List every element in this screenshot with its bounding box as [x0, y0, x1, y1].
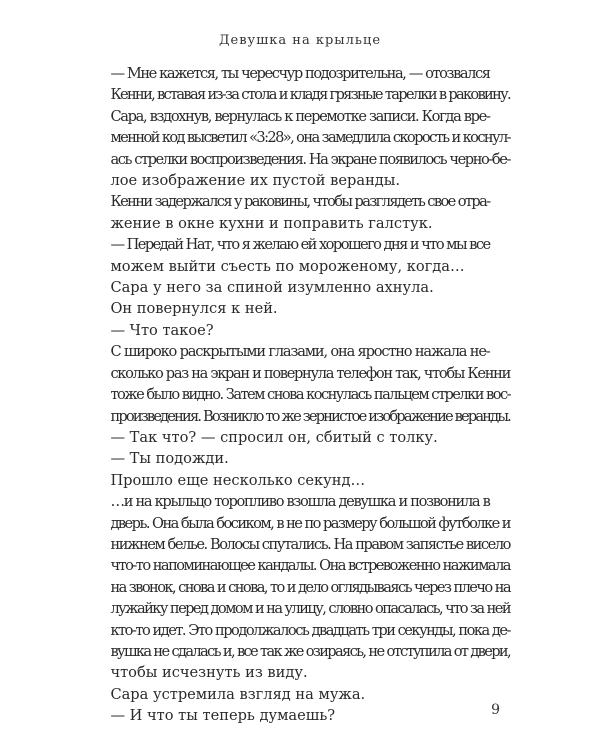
paragraph	[90, 234, 510, 277]
paragraph	[90, 63, 510, 106]
text-line: тоже было видно. Затем снова коснулась пальцем стрелки вос-	[110, 386, 510, 404]
text-line: Он повернулся к ней.	[110, 300, 278, 318]
text-line: вушка не сдалась и, все так же озираясь, не отступила от двери,	[110, 642, 510, 660]
paragraph	[90, 448, 510, 469]
paragraph	[90, 298, 510, 319]
paragraph	[90, 277, 510, 298]
text-line: жение в окне кухни и поправить галстук.	[110, 214, 433, 232]
text-line: — И что ты теперь думаешь?	[110, 707, 336, 725]
text-line: чтобы исчезнуть из виду.	[110, 664, 308, 682]
text-line: сколько раз на экран и повернула телефон так, чтобы Кенни	[110, 364, 510, 382]
text-line: ась стрелки воспроизведения. На экране появилось черно-бе-	[110, 150, 510, 168]
text-line: лужайку перед домом и на улицу, словно опасалась, что за ней	[110, 600, 510, 618]
text-line: на звонок, снова и снова, то и дело оглядываясь через плечо на	[110, 578, 511, 596]
text-line: …и на крыльцо торопливо взошла девушка и позвонила в	[110, 493, 490, 511]
paragraph	[90, 705, 510, 726]
text-line: что-то напоминающее кандалы. Она встревоженно нажимала	[110, 557, 510, 575]
text-line: кто-то идет. Это продолжалось двадцать три секунды, пока де-	[110, 621, 510, 639]
body-text	[90, 63, 510, 727]
text-line: нижнем белье. Волосы спутались. На правом запястье висело	[110, 535, 510, 553]
paragraph	[90, 341, 510, 427]
text-line: С широко раскрытыми глазами, она яростно нажала не-	[110, 343, 490, 361]
text-line: Прошло еще несколько секунд…	[110, 471, 366, 489]
paragraph	[90, 427, 510, 448]
text-line: — Ты подожди.	[110, 450, 229, 468]
text-line: — Передай Нат, что я желаю ей хорошего дня и что мы все	[110, 236, 490, 254]
text-line: — Мне кажется, ты чересчур подозрительна, — отозвался	[110, 65, 490, 82]
text-line: Сара у него за спиной изумленно ахнула.	[110, 279, 434, 297]
text-line: Кенни задержался у раковины, чтобы разглядеть свое отра-	[110, 193, 490, 211]
text-line: дверь. Она была босиком, в не по размеру большой футболке и	[110, 514, 510, 532]
text-line: — Что такое?	[110, 321, 214, 339]
paragraph	[90, 684, 510, 705]
text-line: менной код высветил «3:28», она замедлила скорость и коснул-	[110, 129, 510, 147]
text-line: произведения. Возникло то же зернистое изображение веранды.	[110, 407, 510, 425]
page-number: 9	[491, 702, 500, 718]
text-line: Сара, вздохнув, вернулась к перемотке записи. Когда вре-	[110, 107, 490, 125]
paragraph	[90, 470, 510, 491]
text-line: лое изображение их пустой веранды.	[110, 172, 401, 190]
text-line: можем выйти съесть по мороженому, когда…	[110, 257, 465, 275]
text-line: Сара устремила взгляд на мужа.	[110, 685, 366, 703]
paragraph	[90, 191, 510, 234]
text-line: — Так что? — спросил он, сбитый с толку.	[110, 428, 438, 446]
paragraph	[90, 320, 510, 341]
running-header: Девушка на крыльце	[218, 33, 382, 48]
text-line: Кенни, вставая из-за стола и кладя грязные тарелки в раковину.	[110, 86, 510, 104]
paragraph	[90, 106, 510, 192]
paragraph	[90, 491, 510, 684]
